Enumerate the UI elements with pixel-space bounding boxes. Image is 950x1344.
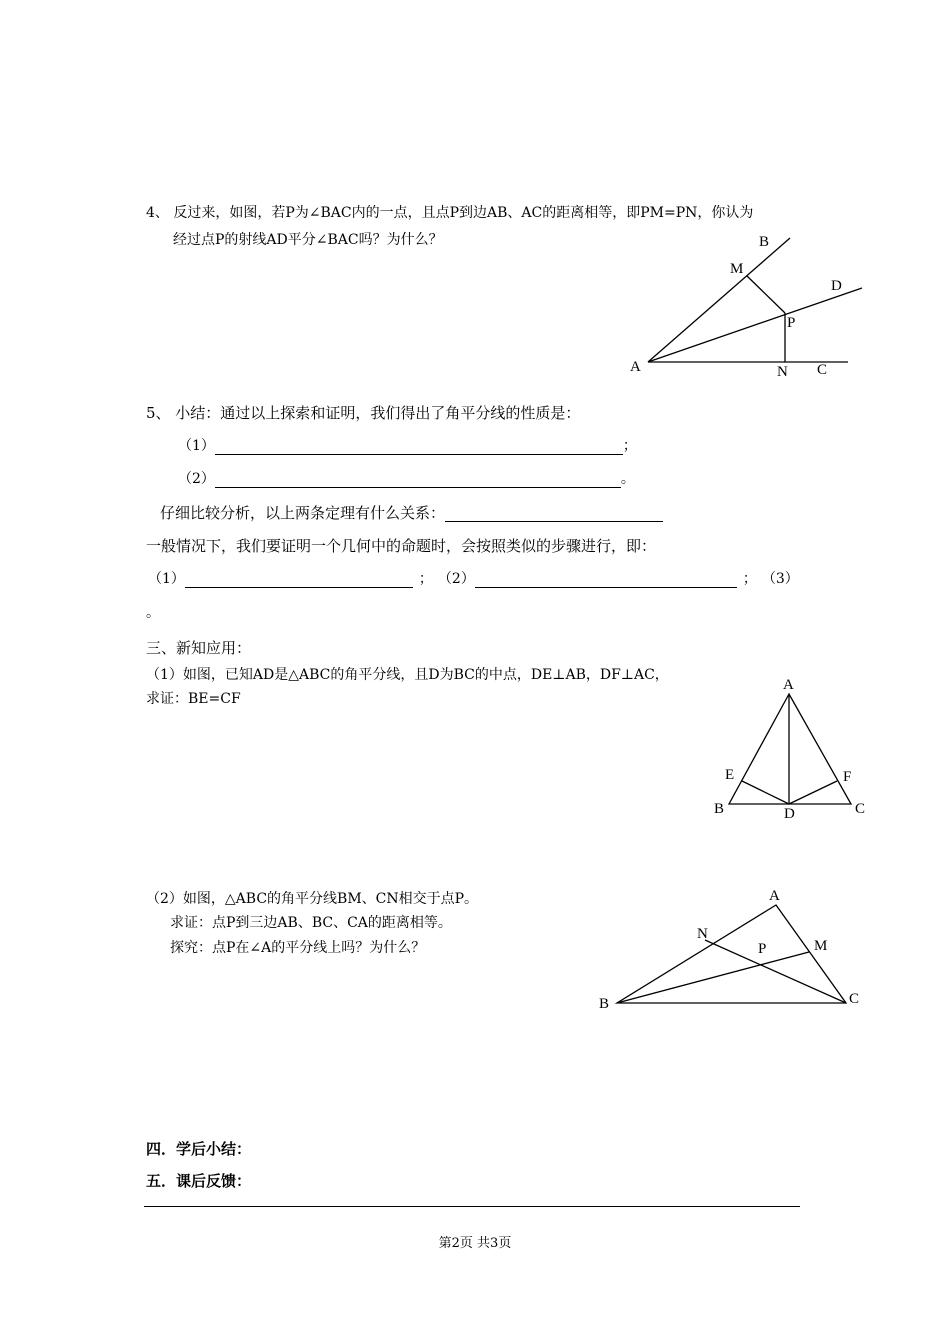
section5-title: 五．课后反馈：	[146, 1172, 252, 1190]
label-C: C	[855, 801, 866, 817]
label-N: N	[697, 926, 708, 942]
q5-sep2: ；	[742, 571, 757, 587]
q4-text-line1: 4、 反过来，如图，若P为∠BAC内的一点，且点P到边AB、AC的距离相等，即PM=PN，你认为	[146, 205, 754, 221]
q5-compare-text: 仔细比较分析，以上两条定理有什么关系：	[160, 504, 446, 522]
label-A: A	[769, 888, 780, 904]
triangle-ABC	[729, 694, 851, 804]
segment-DF	[789, 781, 837, 804]
ray-AB	[648, 238, 790, 362]
figure-triangle-2-labels	[599, 888, 859, 1012]
q5-item1-num: （1）	[178, 438, 215, 454]
label-B: B	[759, 234, 770, 250]
label-E: E	[725, 767, 735, 783]
label-D: D	[784, 806, 795, 822]
label-M: M	[814, 938, 828, 954]
segment-PM	[747, 276, 785, 313]
section3-title: 三、新知应用：	[146, 639, 252, 657]
label-A: A	[783, 677, 794, 693]
label-C: C	[817, 362, 828, 378]
q5-item1-end: ；	[622, 438, 637, 454]
q5-step2: （2）	[444, 571, 475, 587]
label-P: P	[787, 315, 796, 331]
section4-title: 四．学后小结：	[146, 1140, 252, 1158]
figure-angle-bisector	[648, 238, 862, 362]
q5-item2-end: 。	[620, 471, 635, 487]
q5-step3: （3）	[768, 571, 799, 587]
page-number: 第2页 共3页	[438, 1236, 512, 1251]
segment-DE	[742, 781, 789, 804]
segment-BM	[617, 952, 809, 1003]
figure-triangle-2	[617, 905, 846, 1003]
q5-sep1: ；	[418, 571, 433, 587]
label-F: F	[843, 769, 852, 785]
label-N: N	[777, 364, 788, 380]
problem1-line2: 求证：BE=CF	[146, 691, 241, 707]
q5-step1: （1）	[148, 571, 185, 587]
label-B: B	[714, 801, 725, 817]
label-M: M	[730, 261, 744, 277]
figure-triangle-1	[729, 694, 851, 804]
label-P: P	[758, 941, 767, 957]
ray-AD	[648, 288, 862, 362]
problem1-line1: （1）如图，已知AD是△ABC的角平分线，且D为BC的中点，DE⊥AB，DF⊥AC，	[146, 667, 669, 683]
q4-text-line2: 经过点P的射线AD平分∠BAC吗？为什么？	[173, 232, 443, 248]
figure-angle-bisector-labels	[630, 234, 842, 380]
q5-title: 5、 小结：通过以上探索和证明，我们得出了角平分线的性质是：	[146, 404, 581, 422]
q5-item2-num: （2）	[178, 471, 215, 487]
label-C: C	[849, 991, 860, 1007]
q5-end: 。	[146, 605, 160, 621]
problem2-line3: 探究：点P在∠A的平分线上吗？为什么？	[170, 940, 426, 956]
problem2-line1: （2）如图，△ABC的角平分线BM、CN相交于点P。	[146, 891, 479, 907]
label-A: A	[630, 359, 641, 375]
label-B: B	[599, 996, 610, 1012]
problem2-line2: 求证：点P到三边AB、BC、CA的距离相等。	[170, 915, 452, 931]
label-D: D	[831, 278, 842, 294]
q5-general: 一般情况下，我们要证明一个几何中的命题时，会按照类似的步骤进行，即：	[146, 537, 657, 555]
